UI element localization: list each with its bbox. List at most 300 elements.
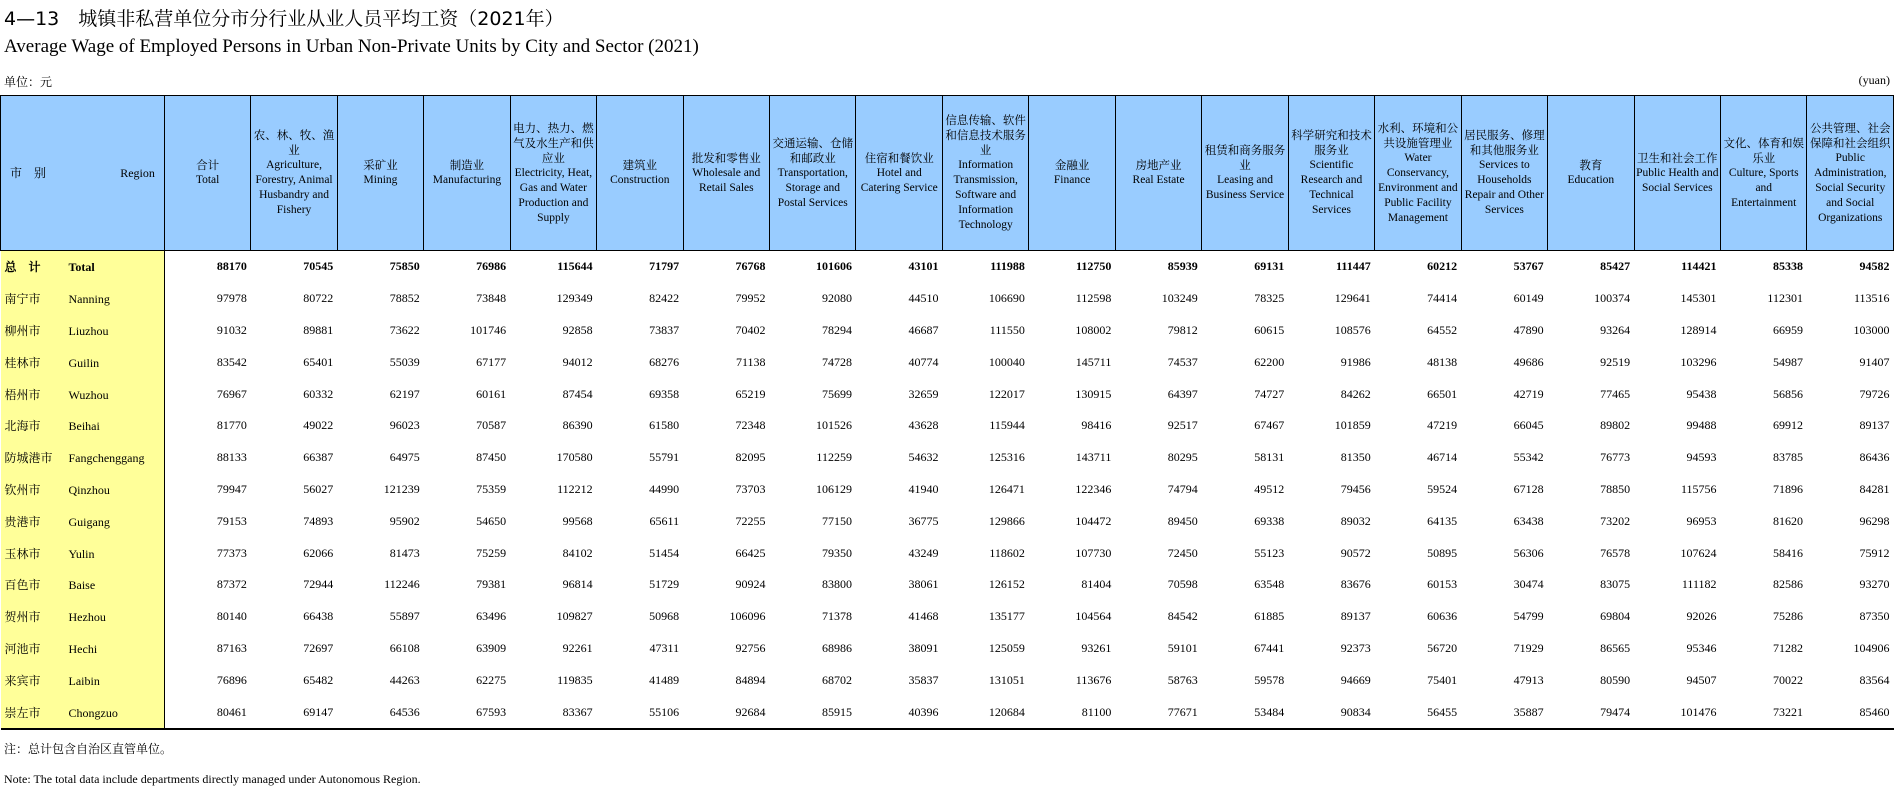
value-cell: 73221 [1721, 696, 1807, 729]
column-header-en: Information Transmission, Software and Information Technology [953, 159, 1018, 231]
value-cell: 65482 [303, 672, 334, 687]
region-name-zh: 梧州市 [4, 387, 41, 402]
value-cell: 68276 [649, 354, 680, 369]
column-header-en: Services to Households Repair and Other Services [1464, 159, 1544, 216]
value-cell: 75259 [476, 545, 507, 560]
value-cell: 71896 [1772, 481, 1803, 496]
value-cell: 79456 [1340, 481, 1371, 496]
value-cell: 60636 [1427, 609, 1458, 624]
value-cell: 108002 [1075, 322, 1112, 337]
value-cell: 82095 [735, 450, 766, 465]
unit-label-en: (yuan) [1858, 73, 1890, 87]
column-header [1807, 96, 1894, 251]
value-cell: 41468 [908, 609, 939, 624]
column-header [856, 96, 942, 251]
value-cell: 54987 [1772, 354, 1803, 369]
table-row [1, 315, 1894, 347]
value-cell: 130915 [1075, 386, 1112, 401]
value-cell: 88133 [216, 450, 247, 465]
value-cell: 76986 [476, 259, 507, 274]
value-cell: 70598 [1167, 577, 1198, 592]
value-cell: 64135 [1427, 513, 1458, 528]
value-cell: 78325 [1254, 291, 1285, 306]
value-cell: 66045 [1513, 418, 1544, 433]
value-cell: 43628 [908, 418, 939, 433]
value-cell: 145711 [1075, 354, 1112, 369]
value-cell: 74728 [821, 354, 852, 369]
value-cell: 69358 [649, 386, 680, 401]
value-cell: 66387 [303, 450, 334, 465]
column-header-en: Real Estate [1132, 174, 1185, 186]
value-cell: 46714 [1427, 450, 1458, 465]
value-cell: 69131 [1254, 259, 1285, 274]
column-header [1202, 96, 1288, 251]
value-cell: 81620 [1772, 513, 1803, 528]
column-header-zh: 建筑业 [622, 158, 658, 172]
value-cell: 54799 [1513, 609, 1544, 624]
value-cell: 97978 [216, 291, 247, 306]
value-cell: 43249 [908, 545, 939, 560]
value-cell: 129866 [988, 513, 1025, 528]
value-cell: 72697 [303, 640, 334, 655]
column-header [424, 96, 510, 251]
value-cell: 90834 [1288, 696, 1374, 729]
column-header-zh: 信息传输、软件和信息技术服务业 [945, 113, 1026, 157]
value-cell: 92080 [821, 291, 852, 306]
table-row [1, 633, 1894, 665]
value-cell: 63548 [1254, 577, 1285, 592]
value-cell: 41489 [649, 672, 680, 687]
value-cell: 85460 [1807, 696, 1894, 729]
value-cell: 60212 [1427, 259, 1458, 274]
column-header-en: Hotel and Catering Service [860, 166, 938, 194]
region-cell [1, 251, 165, 283]
column-header-en: Scientific Research and Technical Services [1300, 159, 1363, 216]
value-cell: 89137 [1859, 418, 1890, 433]
region-cell [1, 505, 165, 537]
value-cell: 86390 [562, 418, 593, 433]
value-cell: 59578 [1254, 672, 1285, 687]
value-cell: 92858 [562, 322, 593, 337]
value-cell: 83367 [510, 696, 596, 729]
value-cell: 85427 [1600, 259, 1631, 274]
region-header [1, 96, 165, 251]
column-header-zh: 水利、环境和公共设施管理业 [1377, 120, 1459, 150]
value-cell: 65219 [735, 386, 766, 401]
value-cell: 47890 [1513, 322, 1544, 337]
value-cell: 125059 [988, 640, 1025, 655]
column-header-en: Public Administration, Social Security and Social Organizations [1813, 151, 1887, 224]
value-cell: 77465 [1600, 386, 1631, 401]
value-cell: 47913 [1513, 672, 1544, 687]
value-cell: 126471 [988, 481, 1025, 496]
value-cell: 125316 [988, 450, 1025, 465]
column-header [770, 96, 856, 251]
value-cell: 38091 [908, 640, 939, 655]
value-cell: 129641 [1334, 291, 1371, 306]
value-cell: 103296 [1680, 354, 1717, 369]
region-cell [1, 378, 165, 410]
column-header-en: Water Conservancy, Environment and Public Facility Management [1378, 151, 1458, 224]
column-header-zh: 制造业 [449, 158, 485, 172]
table-row [1, 283, 1894, 315]
column-header-zh: 科学研究和技术服务业 [1291, 128, 1372, 157]
value-cell: 79153 [216, 513, 247, 528]
table-row [1, 410, 1894, 442]
region-cell [1, 346, 165, 378]
value-cell: 55039 [389, 354, 420, 369]
value-cell: 106096 [729, 609, 766, 624]
value-cell: 104564 [1075, 609, 1112, 624]
value-cell: 73622 [389, 322, 420, 337]
value-cell: 115944 [989, 418, 1025, 433]
region-name-zh: 北海市 [4, 419, 41, 434]
value-cell: 59524 [1427, 481, 1458, 496]
value-cell: 60153 [1427, 577, 1458, 592]
value-cell: 65611 [649, 513, 680, 528]
value-cell: 109827 [556, 609, 593, 624]
value-cell: 78850 [1600, 481, 1631, 496]
value-cell: 108576 [1334, 322, 1371, 337]
value-cell: 55342 [1513, 450, 1544, 465]
value-cell: 75912 [1859, 545, 1890, 560]
column-header-zh: 居民服务、修理和其他服务业 [1464, 128, 1545, 157]
region-name-zh: 钦州市 [4, 482, 41, 497]
value-cell: 49022 [303, 418, 334, 433]
column-header-zh: 公共管理、社会保障和社会组织 [1809, 120, 1891, 150]
column-header [1634, 96, 1720, 251]
region-name-zh: 河池市 [4, 641, 41, 656]
value-cell: 126152 [988, 577, 1025, 592]
value-cell: 68986 [821, 640, 852, 655]
value-cell: 131051 [988, 672, 1025, 687]
region-cell [1, 664, 165, 696]
region-cell [1, 633, 165, 665]
footnote-zh: 注：总计包含自治区直管单位。 [4, 742, 173, 756]
value-cell: 75359 [476, 481, 507, 496]
value-cell: 35887 [1461, 696, 1547, 729]
value-cell: 100040 [988, 354, 1025, 369]
region-name-zh: 防城港市 [4, 451, 53, 466]
value-cell: 86565 [1600, 640, 1631, 655]
table-row [1, 664, 1894, 696]
column-header [337, 96, 423, 251]
value-cell: 70402 [735, 322, 766, 337]
value-cell: 50968 [649, 609, 680, 624]
value-cell: 44263 [389, 672, 420, 687]
value-cell: 83676 [1340, 577, 1371, 592]
value-cell: 60161 [476, 386, 507, 401]
table-row [1, 474, 1894, 506]
value-cell: 84262 [1340, 386, 1371, 401]
value-cell: 79947 [216, 481, 247, 496]
column-header-en: Manufacturing [432, 174, 502, 186]
region-name-en: Total [68, 260, 95, 275]
value-cell: 90924 [735, 577, 766, 592]
value-cell: 93270 [1859, 577, 1890, 592]
value-cell: 70545 [303, 259, 334, 274]
value-cell: 73703 [735, 481, 766, 496]
value-cell: 89032 [1340, 513, 1371, 528]
value-cell: 66438 [303, 609, 334, 624]
value-cell: 112259 [816, 450, 852, 465]
value-cell: 73848 [476, 291, 507, 306]
column-header-zh: 电力、热力、燃气及水生产和供应业 [513, 120, 594, 165]
table-row [1, 537, 1894, 569]
region-name-en: Yulin [68, 546, 95, 561]
value-cell: 113676 [1075, 672, 1112, 687]
value-cell: 79726 [1859, 386, 1890, 401]
value-cell: 55123 [1254, 545, 1285, 560]
region-name-en: Beihai [68, 419, 100, 434]
column-header [164, 96, 250, 251]
value-cell: 80461 [164, 696, 250, 729]
value-cell: 79381 [476, 577, 507, 592]
value-cell: 56455 [1375, 696, 1461, 729]
value-cell: 111182 [1681, 577, 1717, 592]
value-cell: 83075 [1600, 577, 1631, 592]
region-name-en: Guigang [68, 514, 110, 529]
value-cell: 40396 [856, 696, 942, 729]
value-cell: 64536 [337, 696, 423, 729]
region-name-en: Nanning [68, 292, 110, 307]
value-cell: 56027 [303, 481, 334, 496]
table-body [1, 251, 1894, 729]
value-cell: 145301 [1680, 291, 1717, 306]
value-cell: 80140 [216, 609, 247, 624]
value-cell: 92026 [1686, 609, 1717, 624]
table-title-en: Average Wage of Employed Persons in Urban Non-Private Units by City and Sector (2021) [4, 36, 699, 57]
value-cell: 84281 [1859, 481, 1890, 496]
region-name-zh: 南宁市 [4, 292, 41, 307]
value-cell: 75286 [1772, 609, 1803, 624]
column-header-en: Finance [1053, 174, 1091, 186]
value-cell: 93264 [1600, 322, 1631, 337]
value-cell: 71138 [735, 354, 766, 369]
value-cell: 54632 [908, 450, 939, 465]
region-name-zh: 柳州市 [4, 323, 41, 338]
value-cell: 81350 [1340, 450, 1371, 465]
value-cell: 103249 [1161, 291, 1198, 306]
column-header-en: Construction [610, 174, 670, 186]
column-header-zh: 房地产业 [1135, 158, 1182, 172]
value-cell: 81770 [216, 418, 247, 433]
value-cell: 118602 [989, 545, 1025, 560]
value-cell: 55897 [389, 609, 420, 624]
value-cell: 79474 [1548, 696, 1634, 729]
region-name-en: Fangchenggang [68, 451, 145, 466]
value-cell: 77671 [1115, 696, 1201, 729]
value-cell: 58763 [1167, 672, 1198, 687]
value-cell: 143711 [1075, 450, 1112, 465]
value-cell: 59101 [1167, 640, 1198, 655]
value-cell: 48138 [1427, 354, 1458, 369]
column-header [942, 96, 1028, 251]
value-cell: 91986 [1340, 354, 1371, 369]
column-header [251, 96, 337, 251]
value-cell: 89450 [1167, 513, 1198, 528]
value-cell: 80590 [1600, 672, 1631, 687]
value-cell: 88170 [216, 259, 247, 274]
region-name-zh: 崇左市 [4, 705, 41, 720]
value-cell: 63496 [476, 609, 507, 624]
value-cell: 83564 [1859, 672, 1890, 687]
value-cell: 84102 [562, 545, 593, 560]
value-cell: 73202 [1600, 513, 1631, 528]
value-cell: 38061 [908, 577, 939, 592]
value-cell: 49512 [1254, 481, 1285, 496]
table-row [1, 505, 1894, 537]
value-cell: 83800 [821, 577, 852, 592]
value-cell: 76768 [735, 259, 766, 274]
value-cell: 76773 [1600, 450, 1631, 465]
column-header-zh: 合计 [196, 158, 220, 172]
value-cell: 89137 [1340, 609, 1371, 624]
value-cell: 87163 [216, 640, 247, 655]
value-cell: 104472 [1075, 513, 1112, 528]
column-header [683, 96, 769, 251]
region-name-en: Laibin [68, 673, 100, 688]
value-cell: 92517 [1167, 418, 1198, 433]
value-cell: 82586 [1772, 577, 1803, 592]
value-cell: 56306 [1513, 545, 1544, 560]
value-cell: 74537 [1167, 354, 1198, 369]
value-cell: 74893 [303, 513, 334, 528]
value-cell: 121239 [383, 481, 420, 496]
value-cell: 42719 [1513, 386, 1544, 401]
value-cell: 114421 [1681, 259, 1717, 274]
value-cell: 74727 [1254, 386, 1285, 401]
value-cell: 86436 [1859, 450, 1890, 465]
column-header-en: Total [195, 174, 220, 186]
value-cell: 96298 [1859, 513, 1890, 528]
table-row [1, 696, 1894, 729]
value-cell: 77373 [216, 545, 247, 560]
value-cell: 94507 [1686, 672, 1717, 687]
footnote-en: Note: The total data include departments directly managed under Autonomous Region. [4, 772, 421, 786]
value-cell: 129349 [556, 291, 593, 306]
value-cell: 135177 [988, 609, 1025, 624]
column-header-en: Transportation, Storage and Postal Services [777, 166, 848, 209]
value-cell: 92684 [683, 696, 769, 729]
value-cell: 43101 [908, 259, 939, 274]
region-name-en: Guilin [68, 355, 100, 370]
value-cell: 44990 [649, 481, 680, 496]
table-title-zh: 4—13 城镇非私营单位分市分行业从业人员平均工资（2021年） [4, 8, 564, 30]
value-cell: 72348 [735, 418, 766, 433]
value-cell: 94669 [1340, 672, 1371, 687]
value-cell: 79350 [821, 545, 852, 560]
column-header-en: Agriculture, Forestry, Animal Husbandry and Fishery [255, 159, 333, 216]
value-cell: 60615 [1254, 322, 1285, 337]
value-cell: 47311 [649, 640, 680, 655]
column-header-en: Electricity, Heat, Gas and Water Production and Supply [514, 166, 593, 224]
value-cell: 91032 [216, 322, 247, 337]
region-cell [1, 474, 165, 506]
value-cell: 71282 [1772, 640, 1803, 655]
value-cell: 92261 [562, 640, 593, 655]
value-cell: 128914 [1680, 322, 1717, 337]
value-cell: 55791 [649, 450, 680, 465]
value-cell: 67593 [424, 696, 510, 729]
wage-table [0, 95, 1894, 730]
value-cell: 78852 [389, 291, 420, 306]
value-cell: 58131 [1254, 450, 1285, 465]
value-cell: 63438 [1513, 513, 1544, 528]
column-header-zh: 批发和零售业 [691, 150, 761, 165]
value-cell: 84542 [1167, 609, 1198, 624]
value-cell: 69338 [1254, 513, 1285, 528]
value-cell: 92373 [1340, 640, 1371, 655]
value-cell: 90572 [1340, 545, 1371, 560]
value-cell: 66425 [735, 545, 766, 560]
value-cell: 106129 [815, 481, 852, 496]
value-cell: 65401 [303, 354, 334, 369]
value-cell: 96023 [389, 418, 420, 433]
value-cell: 76967 [216, 386, 247, 401]
column-header-en: Public Health and Social Services [1636, 166, 1719, 194]
region-cell [1, 442, 165, 474]
value-cell: 70587 [476, 418, 507, 433]
value-cell: 81473 [389, 545, 420, 560]
value-cell: 63909 [476, 640, 507, 655]
region-cell [1, 410, 165, 442]
value-cell: 67128 [1513, 481, 1544, 496]
value-cell: 58416 [1772, 545, 1803, 560]
column-header-en: Wholesale and Retail Sales [692, 166, 761, 194]
value-cell: 101746 [470, 322, 507, 337]
value-cell: 81404 [1081, 577, 1112, 592]
value-cell: 122346 [1075, 481, 1112, 496]
region-name-en: Qinzhou [68, 482, 110, 497]
value-cell: 55106 [597, 696, 683, 729]
value-cell: 112246 [384, 577, 420, 592]
value-cell: 115644 [557, 259, 593, 274]
value-cell: 56720 [1427, 640, 1458, 655]
value-cell: 85915 [770, 696, 856, 729]
value-cell: 112750 [1076, 259, 1112, 274]
value-cell: 85939 [1167, 259, 1198, 274]
value-cell: 91407 [1859, 354, 1890, 369]
value-cell: 122017 [988, 386, 1025, 401]
value-cell: 96814 [562, 577, 593, 592]
value-cell: 80295 [1167, 450, 1198, 465]
value-cell: 112598 [1075, 291, 1112, 306]
value-cell: 94012 [562, 354, 593, 369]
value-cell: 113516 [1853, 291, 1890, 306]
value-cell: 101606 [815, 259, 852, 274]
value-cell: 67467 [1254, 418, 1285, 433]
value-cell: 74414 [1427, 291, 1458, 306]
region-name-zh: 总 计 [4, 260, 41, 275]
region-name-en: Baise [68, 578, 96, 593]
value-cell: 99488 [1686, 418, 1717, 433]
column-header-en: Leasing and Business Service [1205, 174, 1285, 201]
value-cell: 119835 [557, 672, 593, 687]
value-cell: 75850 [389, 259, 420, 274]
value-cell: 61580 [649, 418, 680, 433]
value-cell: 107624 [1680, 545, 1717, 560]
value-cell: 84894 [735, 672, 766, 687]
region-cell [1, 569, 165, 601]
value-cell: 32659 [908, 386, 939, 401]
value-cell: 72255 [735, 513, 766, 528]
value-cell: 101476 [1634, 696, 1720, 729]
column-header [1288, 96, 1374, 251]
table-row [1, 601, 1894, 633]
value-cell: 54650 [476, 513, 507, 528]
value-cell: 62200 [1254, 354, 1285, 369]
